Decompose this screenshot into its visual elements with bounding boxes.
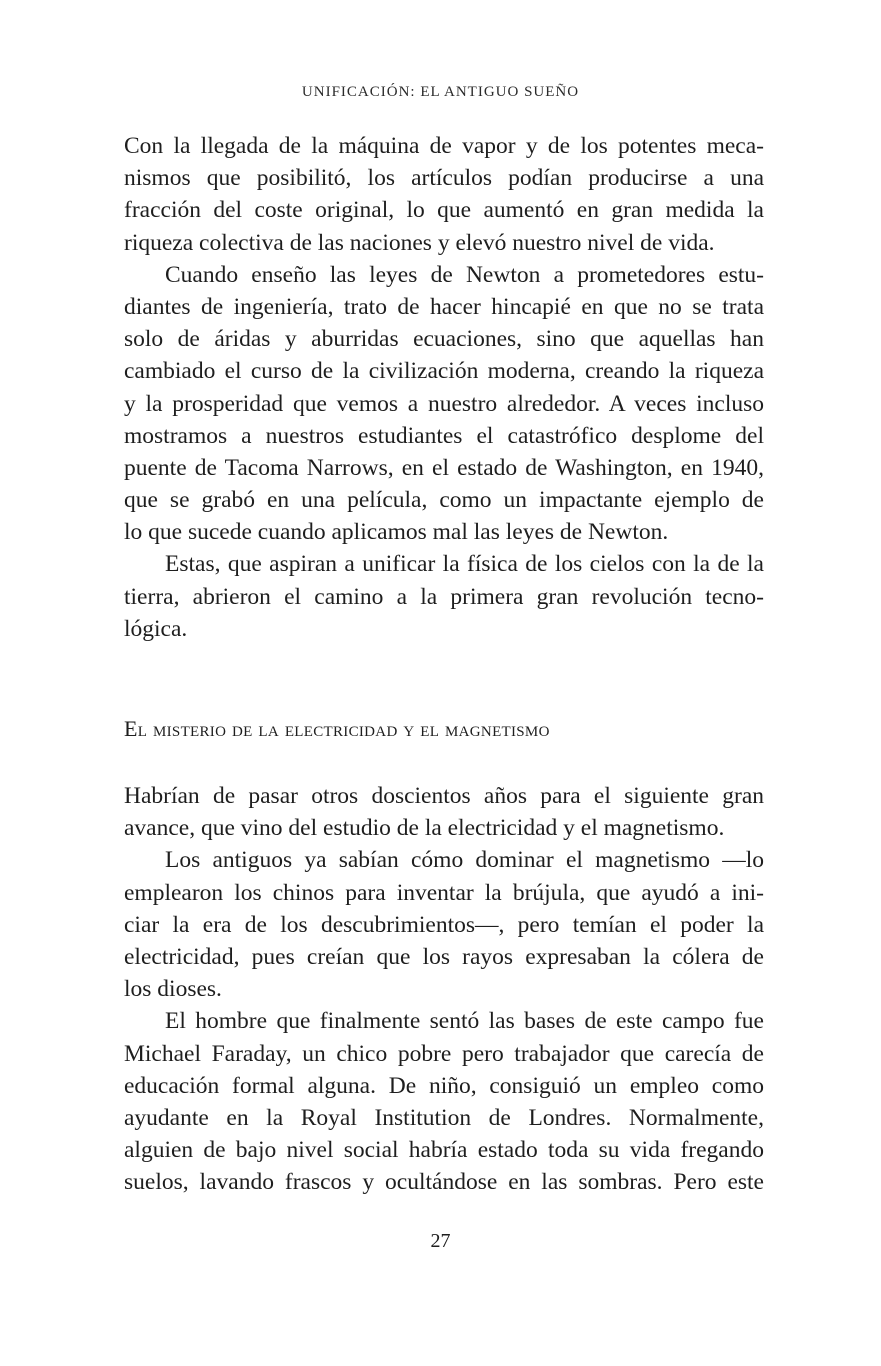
- text-line: Los antiguos ya sabían cómo dominar el magnetismo —lo: [165, 847, 764, 874]
- text-line: Cuando enseño las leyes de Newton a prometedores estu-: [165, 261, 764, 288]
- text-line: tierra, abrieron el camino a la primera gran revolución tecno-: [124, 583, 764, 610]
- text-line: avance, que vino del estudio de la electricidad y el magnetismo.: [124, 815, 725, 842]
- text-line: cambiado el curso de la civilización moderna, creando la riqueza: [124, 358, 764, 385]
- text-line: los dioses.: [124, 976, 222, 1003]
- page-number: 27: [430, 1230, 451, 1252]
- text-block-section: [124, 780, 764, 1198]
- text-line: fracción del coste original, lo que aumentó en gran medida la: [124, 197, 764, 224]
- text-line: puente de Tacoma Narrows, en el estado de Washington, en 1940,: [124, 454, 764, 481]
- text-line: Habrían de pasar otros doscientos años para el siguiente gran: [124, 783, 764, 809]
- text-line: solo de áridas y aburridas ecuaciones, sino que aquellas han: [124, 326, 764, 353]
- text-line: riqueza colectiva de las naciones y elevó nuestro nivel de vida.: [124, 229, 715, 256]
- text-line: nismos que posibilitó, los artículos podían producirse a una: [124, 165, 764, 192]
- text-line: Estas, que aspiran a unificar la física de los cielos con la de la: [165, 551, 764, 578]
- text-line: y la prosperidad que vemos a nuestro alrededor. A veces incluso: [124, 390, 764, 417]
- text-line: ayudante en la Royal Institution de Londres. Normalmente,: [124, 1104, 764, 1131]
- text-line: que se grabó en una película, como un impactante ejemplo de: [124, 487, 764, 514]
- text-line: alguien de bajo nivel social habría estado toda su vida fregando: [124, 1137, 764, 1164]
- text-block-intro: [124, 130, 764, 645]
- text-line: emplearon los chinos para inventar la brújula, que ayudó a ini-: [124, 879, 764, 906]
- text-line: diantes de ingeniería, trato de hacer hincapié en que no se trata: [124, 293, 764, 320]
- text-line: educación formal alguna. De niño, consiguió un empleo como: [124, 1072, 764, 1099]
- text-line: suelos, lavando frascos y ocultándose en las sombras. Pero este: [124, 1169, 764, 1196]
- text-line: lógica.: [124, 615, 188, 642]
- text-line: Con la llegada de la máquina de vapor y de los potentes meca-: [124, 133, 764, 159]
- text-line: lo que sucede cuando aplicamos mal las leyes de Newton.: [124, 519, 669, 546]
- running-head: UNIFICACIÓN: EL ANTIGUO SUEÑO: [301, 84, 580, 100]
- section-heading: El misterio de la electricidad y el magnetismo: [124, 716, 550, 741]
- text-line: electricidad, pues creían que los rayos expresaban la cólera de: [124, 943, 764, 970]
- text-line: Michael Faraday, un chico pobre pero trabajador que carecía de: [124, 1040, 764, 1067]
- text-line: El hombre que finalmente sentó las bases de este campo fue: [165, 1008, 764, 1035]
- text-line: mostramos a nuestros estudiantes el catastrófico desplome del: [124, 422, 764, 449]
- text-line: ciar la era de los descubrimientos—, pero temían el poder la: [124, 911, 764, 938]
